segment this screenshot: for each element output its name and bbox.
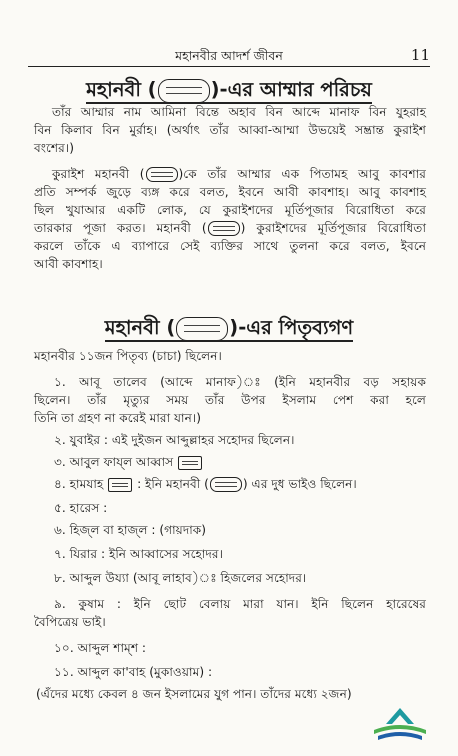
uncle-item-3-text: ৩. আবুল ফায্ল আব্বাস bbox=[54, 455, 174, 469]
uncle-item-9-line-1: ৯. কুষাম : ইনি ছোট বেলায় মারা যান। ইনি ছিলেন হারেষের bbox=[54, 597, 426, 611]
page-number: 11 bbox=[410, 46, 430, 64]
para2-line-6: আবী কাবশাহ। bbox=[34, 257, 103, 271]
para1-line-1: তাঁর আম্মার নাম আমিনা বিন্তে অহাব বিন আব্দে মানাফ বিন যুহরাহ bbox=[52, 105, 426, 119]
uncle-item-4 bbox=[54, 476, 357, 492]
uncle-item-5: ৫. হারেস : bbox=[54, 501, 108, 515]
uncle-item-1-line-3: তিনি তা গ্রহণ না করেই মারা যান।) bbox=[34, 411, 201, 425]
para2-line-5: করলে তাঁকে এ ব্যাপারে সেই ব্যক্তির সাথে তুলনা করে বলত, ইবনে bbox=[34, 239, 426, 253]
publisher-logo-icon bbox=[370, 706, 430, 746]
title-prefix: মহানবী ( bbox=[86, 78, 157, 101]
uncle-item-7: ৭. যিরার : ইনি আব্বাসের সহোদর। bbox=[54, 547, 223, 561]
para2-line-1-after: )কে তাঁর আম্মার এক পিতামহ আবু কাবশার bbox=[178, 167, 426, 181]
uncle-item-2: ২. যুবাইর : এই দুইজন আব্দুল্লাহর সহোদর ছিলেন। bbox=[54, 433, 295, 447]
uncle-item-10: ১০. আব্দুল শাম্‌শ : bbox=[54, 641, 147, 655]
para2-line-4-after: ) কুরাইশদের মূর্তিপূজার বিরোধিতা bbox=[240, 221, 426, 235]
title-prefix: মহানবী ( bbox=[104, 316, 176, 339]
salawat-seal-icon bbox=[176, 317, 228, 341]
uncle-item-3 bbox=[54, 454, 203, 470]
uncle-item-4-middle: : ইনি মহানবী ( bbox=[137, 477, 209, 491]
uncle-item-8: ৮. আব্দুল উয্যা (আবূ লাহাব)ঃ হিজলের সহোদর। bbox=[54, 571, 307, 585]
uncle-item-6: ৬. হিজ্ল বা হাজ্ল : (গায়দাক) bbox=[54, 523, 207, 537]
para1-line-2: বিন কিলাব বিন মুর্রাহ। (অর্থাৎ তাঁর আব্বা-আম্মা উভয়েই সম্ভ্রান্ত কুরাইশ bbox=[34, 123, 426, 137]
footer-note: (এঁদের মধ্যে কেবল ৪ জন ইসলামের যুগ পান। তাঁদের মধ্যে ২জন) bbox=[36, 687, 352, 701]
salawat-seal-icon bbox=[210, 477, 242, 492]
uncle-item-11: ১১. আব্দুল কা'বাহ (মুকাওয়াম) : bbox=[54, 665, 213, 679]
uncle-item-1-line-2: ছিলেন। তাঁর মৃত্যুর সময় তাঁর উপর ইসলাম পেশ করা হলে bbox=[34, 393, 426, 407]
title-suffix: )-এর পিতৃব্যগণ bbox=[229, 316, 354, 339]
running-header bbox=[28, 44, 430, 67]
para2-line-4-before: তারকার পূজা করত। মহানবী ( bbox=[34, 221, 207, 235]
para1-line-3: বংশের।) bbox=[34, 141, 74, 155]
title-suffix: )-এর আম্মার পরিচয় bbox=[210, 78, 372, 101]
para2-line-3: ছিল খুযাআর একটি লোক, যে কুরাইশদের মূর্তিপূজার বিরোধিতা করে bbox=[34, 203, 426, 217]
section-title-uncles bbox=[0, 314, 458, 346]
salawat-seal-icon bbox=[158, 79, 210, 103]
salawat-seal-icon bbox=[208, 221, 240, 236]
para2-line-2: প্রতি সম্পর্ক জুড়ে ব্যঙ্গ করে বলত, ইবনে আবী কাবশাহ। আবু কাবশাহ bbox=[34, 185, 426, 199]
para2-line-4 bbox=[34, 220, 426, 236]
uncle-item-1-line-1: ১. আবূ তালেব (আব্দে মানাফ)ঃ (ইনি মহানবীর বড় সহায়ক bbox=[54, 375, 426, 389]
uncles-intro: মহানবীর ১১জন পিতৃব্য (চাচা) ছিলেন। bbox=[34, 349, 222, 363]
radiyallahu-seal-icon bbox=[108, 478, 132, 492]
para2-line-1 bbox=[52, 166, 426, 182]
uncle-item-9-line-2: বৈপিত্রেয় ভাই। bbox=[34, 615, 106, 629]
header-title: মহানবীর আদর্শ জীবন bbox=[175, 48, 283, 63]
uncle-item-4-name: ৪. হামযাহ bbox=[54, 477, 104, 491]
uncle-item-4-after: ) এর দুধ ভাইও ছিলেন। bbox=[242, 477, 357, 491]
radiyallahu-seal-icon bbox=[178, 456, 202, 470]
salawat-seal-icon bbox=[146, 167, 178, 182]
para2-line-1-before: কুরাইশ মহানবী ( bbox=[52, 167, 145, 181]
